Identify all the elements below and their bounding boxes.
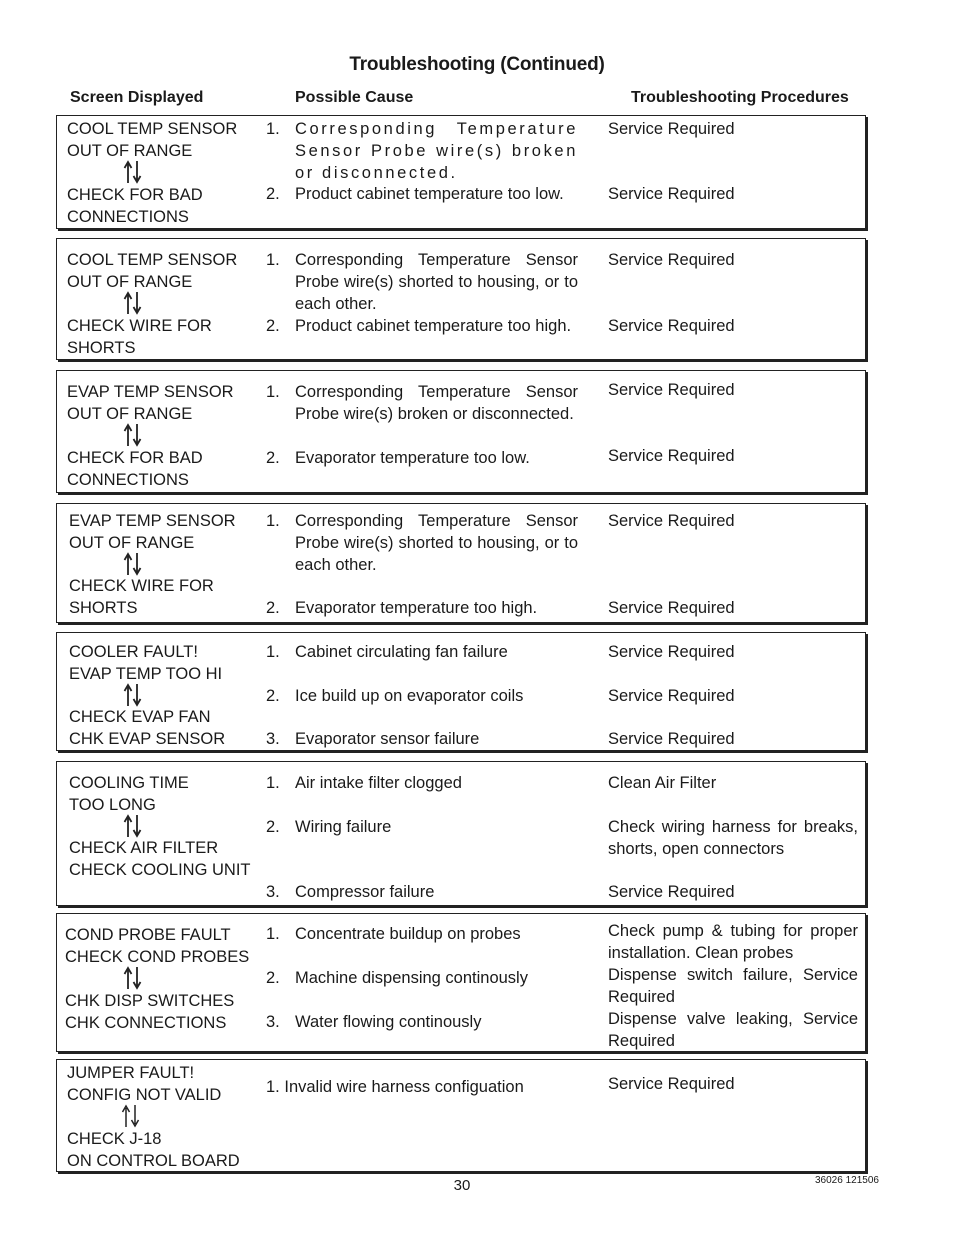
procedure: Service Required bbox=[608, 599, 735, 617]
possible-cause: Corresponding Temperature Sensor Probe wire(s) shorted to housing, or to each other. bbox=[295, 251, 578, 313]
screen-line: EVAP TEMP TOO HI bbox=[69, 665, 223, 683]
cause-number: 3. bbox=[266, 1013, 280, 1031]
screen-line: CHECK FOR BAD bbox=[67, 449, 203, 467]
alternating-arrows-icon bbox=[123, 160, 143, 184]
screen-line: OUT OF RANGE bbox=[69, 534, 195, 552]
header-possible-cause: Possible Cause bbox=[295, 89, 414, 106]
screen-line: CHECK COND PROBES bbox=[65, 948, 250, 966]
procedure: Service Required bbox=[608, 1075, 735, 1093]
alternating-arrows-icon bbox=[123, 814, 143, 838]
screen-line: TOO LONG bbox=[69, 796, 156, 814]
possible-cause: Air intake filter clogged bbox=[295, 774, 462, 792]
troubleshooting-row bbox=[56, 761, 866, 906]
troubleshooting-row bbox=[56, 503, 866, 623]
cause-number: 2. bbox=[266, 599, 280, 617]
screen-line: CHK CONNECTIONS bbox=[65, 1014, 227, 1032]
procedure: Service Required bbox=[608, 185, 735, 203]
screen-line: CONNECTIONS bbox=[67, 471, 189, 489]
troubleshooting-row bbox=[56, 370, 866, 493]
possible-cause: Machine dispensing continously bbox=[295, 969, 528, 987]
cause-number: 1. bbox=[266, 251, 280, 269]
screen-line: CHECK FOR BAD bbox=[67, 186, 203, 204]
possible-cause: Corresponding Temperature Sensor Probe wire(s) shorted to housing, or to each other. bbox=[295, 512, 578, 574]
cause-number: 1. bbox=[266, 925, 280, 943]
screen-line: OUT OF RANGE bbox=[67, 273, 193, 291]
procedure: Service Required bbox=[608, 687, 735, 705]
procedure: Service Required bbox=[608, 883, 735, 901]
screen-line: COND PROBE FAULT bbox=[65, 926, 231, 944]
cause-number: 2. bbox=[266, 969, 280, 987]
header-screen-displayed: Screen Displayed bbox=[70, 89, 204, 106]
procedure: Check pump & tubing for proper installation. Clean probes bbox=[608, 922, 858, 962]
procedure: Dispense valve leaking, Service Required bbox=[608, 1010, 858, 1050]
page-title: Troubleshooting (Continued) bbox=[349, 54, 605, 75]
screen-line: CHECK J-18 bbox=[67, 1130, 162, 1148]
procedure: Service Required bbox=[608, 512, 735, 530]
cause-number: 1. bbox=[266, 1078, 280, 1096]
screen-line: COOLING TIME bbox=[69, 774, 189, 792]
screen-line: SHORTS bbox=[69, 599, 138, 617]
cause-number: 2. bbox=[266, 449, 280, 467]
alternating-arrows-icon bbox=[123, 291, 143, 315]
procedure: Service Required bbox=[608, 730, 735, 748]
procedure: Check wiring harness for breaks, shorts, open connectors bbox=[608, 818, 858, 858]
screen-line: EVAP TEMP SENSOR bbox=[67, 383, 234, 401]
screen-line: SHORTS bbox=[67, 339, 136, 357]
troubleshooting-row bbox=[56, 1059, 866, 1172]
cause-number: 2. bbox=[266, 317, 280, 335]
screen-line: CHECK EVAP FAN bbox=[69, 708, 211, 726]
header-troubleshooting-procedures: Troubleshooting Procedures bbox=[631, 89, 849, 106]
possible-cause: Concentrate buildup on probes bbox=[295, 925, 521, 943]
possible-cause: Evaporator temperature too low. bbox=[295, 449, 530, 467]
troubleshooting-row bbox=[56, 238, 866, 360]
cause-number: 1. bbox=[266, 120, 280, 138]
troubleshooting-row bbox=[56, 632, 866, 751]
procedure: Clean Air Filter bbox=[608, 774, 717, 792]
screen-line: CONNECTIONS bbox=[67, 208, 189, 226]
possible-cause: Compressor failure bbox=[295, 883, 435, 901]
cause-number: 1. bbox=[266, 383, 280, 401]
alternating-arrows-icon bbox=[123, 423, 143, 447]
screen-line: EVAP TEMP SENSOR bbox=[69, 512, 236, 530]
alternating-arrows-icon bbox=[123, 552, 143, 576]
screen-line: CHK DISP SWITCHES bbox=[65, 992, 235, 1010]
possible-cause: Cabinet circulating fan failure bbox=[295, 643, 508, 661]
cause-number: 1. bbox=[266, 512, 280, 530]
alternating-arrows-icon bbox=[123, 966, 143, 990]
screen-line: OUT OF RANGE bbox=[67, 142, 193, 160]
possible-cause: Evaporator sensor failure bbox=[295, 730, 480, 748]
screen-line: CHECK WIRE FOR bbox=[69, 577, 214, 595]
procedure: Service Required bbox=[608, 381, 735, 399]
procedure: Service Required bbox=[608, 643, 735, 661]
screen-line: CHECK COOLING UNIT bbox=[69, 861, 251, 879]
procedure: Service Required bbox=[608, 317, 735, 335]
procedure: Service Required bbox=[608, 251, 735, 269]
screen-line: CHECK AIR FILTER bbox=[69, 839, 219, 857]
possible-cause: Ice build up on evaporator coils bbox=[295, 687, 524, 705]
possible-cause: Water flowing continously bbox=[295, 1013, 482, 1031]
possible-cause bbox=[266, 1076, 524, 1098]
alternating-arrows-icon bbox=[121, 1104, 141, 1128]
screen-line: JUMPER FAULT! bbox=[67, 1064, 195, 1082]
document-id: 36026 121506 bbox=[815, 1175, 879, 1186]
possible-cause: Wiring failure bbox=[295, 818, 392, 836]
possible-cause: Corresponding Temperature Sensor Probe wire(s) broken or disconnected. bbox=[295, 120, 578, 182]
screen-line: CHECK WIRE FOR bbox=[67, 317, 212, 335]
cause-number: 2. bbox=[266, 818, 280, 836]
possible-cause: Corresponding Temperature Sensor Probe wire(s) broken or disconnected. bbox=[295, 383, 578, 423]
procedure: Service Required bbox=[608, 447, 735, 465]
procedure: Service Required bbox=[608, 120, 735, 138]
screen-line: OUT OF RANGE bbox=[67, 405, 193, 423]
screen-line: COOLER FAULT! bbox=[69, 643, 198, 661]
screen-line: COOL TEMP SENSOR bbox=[67, 120, 238, 138]
screen-line: ON CONTROL BOARD bbox=[67, 1152, 240, 1170]
possible-cause: Product cabinet temperature too low. bbox=[295, 185, 564, 203]
troubleshooting-row bbox=[56, 115, 866, 229]
cause-number: 2. bbox=[266, 185, 280, 203]
cause-text: Invalid wire harness configuation bbox=[284, 1078, 524, 1096]
cause-number: 2. bbox=[266, 687, 280, 705]
screen-line: CHK EVAP SENSOR bbox=[69, 730, 226, 748]
cause-number: 1. bbox=[266, 643, 280, 661]
cause-number: 1. bbox=[266, 774, 280, 792]
procedure: Dispense switch failure, Service Required bbox=[608, 966, 858, 1006]
screen-line: COOL TEMP SENSOR bbox=[67, 251, 238, 269]
cause-number: 3. bbox=[266, 730, 280, 748]
troubleshooting-row bbox=[56, 913, 866, 1052]
possible-cause: Product cabinet temperature too high. bbox=[295, 317, 572, 335]
alternating-arrows-icon bbox=[123, 683, 143, 707]
screen-line: CONFIG NOT VALID bbox=[67, 1086, 222, 1104]
cause-number: 3. bbox=[266, 883, 280, 901]
possible-cause: Evaporator temperature too high. bbox=[295, 599, 538, 617]
page-number: 30 bbox=[453, 1177, 471, 1194]
